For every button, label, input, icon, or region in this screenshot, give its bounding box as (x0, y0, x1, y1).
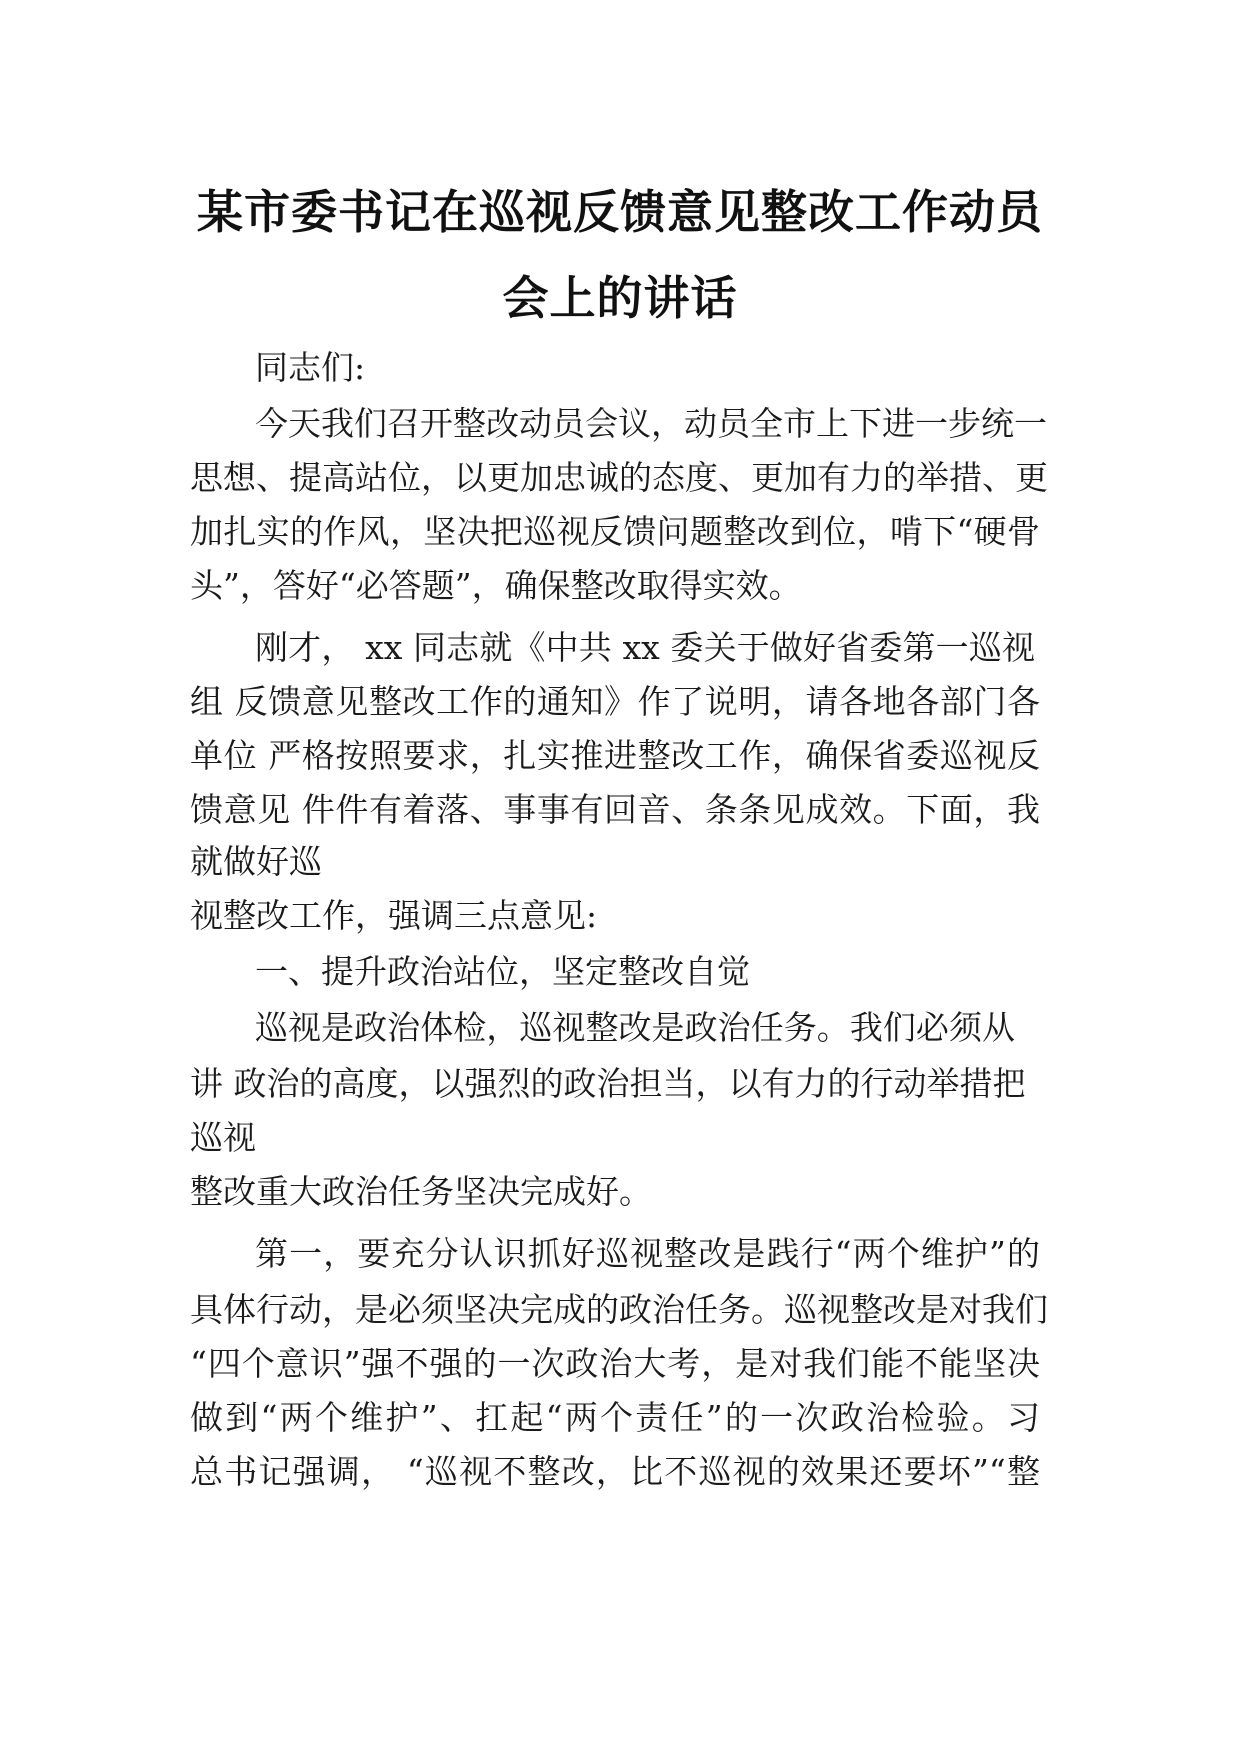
document-title-line-2: 会上的讲话 (502, 271, 738, 325)
paragraph-line: 就做好巡 (190, 842, 322, 881)
paragraph-line: 巡视 (190, 1118, 256, 1157)
paragraph-line: 做到“两个维护”、扛起“两个责任”的一次政治检验。习 (190, 1398, 1040, 1437)
paragraph-line: 单位 严格按照要求，扎实推进整改工作，确保省委巡视反 (190, 736, 1040, 775)
paragraph-line: 今天我们召开整改动员会议，动员全市上下进一步统一 (255, 404, 1047, 443)
paragraph-line: 视整改工作，强调三点意见: (190, 896, 598, 935)
paragraph-line: 馈意见 件件有着落、事事有回音、条条见成效。下面，我 (190, 790, 1040, 829)
section-heading: 一、提升政治站位，坚定整改自觉 (255, 952, 750, 991)
paragraph-line: 具体行动，是必须坚决完成的政治任务。巡视整改是对我们 (190, 1290, 1048, 1329)
paragraph-line: 加扎实的作风，坚决把巡视反馈问题整改到位，啃下“硬骨 (190, 512, 1040, 551)
paragraph-line: 头”，答好“必答题”，确保整改取得实效。 (190, 566, 802, 605)
paragraph-line: 刚才， xx 同志就《中共 xx 委关于做好省委第一巡视 (255, 628, 1035, 667)
paragraph-line: 第一，要充分认识抓好巡视整改是践行“两个维护”的 (255, 1234, 1040, 1273)
paragraph-line: 思想、提高站位，以更加忠诚的态度、更加有力的举措、更 (190, 458, 1048, 497)
paragraph-line: 巡视是政治体检，巡视整改是政治任务。我们必须从 (255, 1008, 1015, 1047)
salutation: 同志们: (255, 348, 366, 387)
paragraph-line: 讲 政治的高度，以强烈的政治担当，以有力的行动举措把 (190, 1064, 1026, 1103)
paragraph-line: 整改重大政治任务坚决完成好。 (190, 1172, 652, 1211)
document-title-line-1: 某市委书记在巡视反馈意见整改工作动员 (197, 185, 1043, 239)
paragraph-line: 总书记强调， “巡视不整改，比不巡视的效果还要坏”“整 (190, 1452, 1040, 1491)
paragraph-line: 组 反馈意见整改工作的通知》作了说明，请各地各部门各 (190, 682, 1040, 721)
paragraph-line: “四个意识”强不强的一次政治大考，是对我们能不能坚决 (190, 1344, 1040, 1383)
